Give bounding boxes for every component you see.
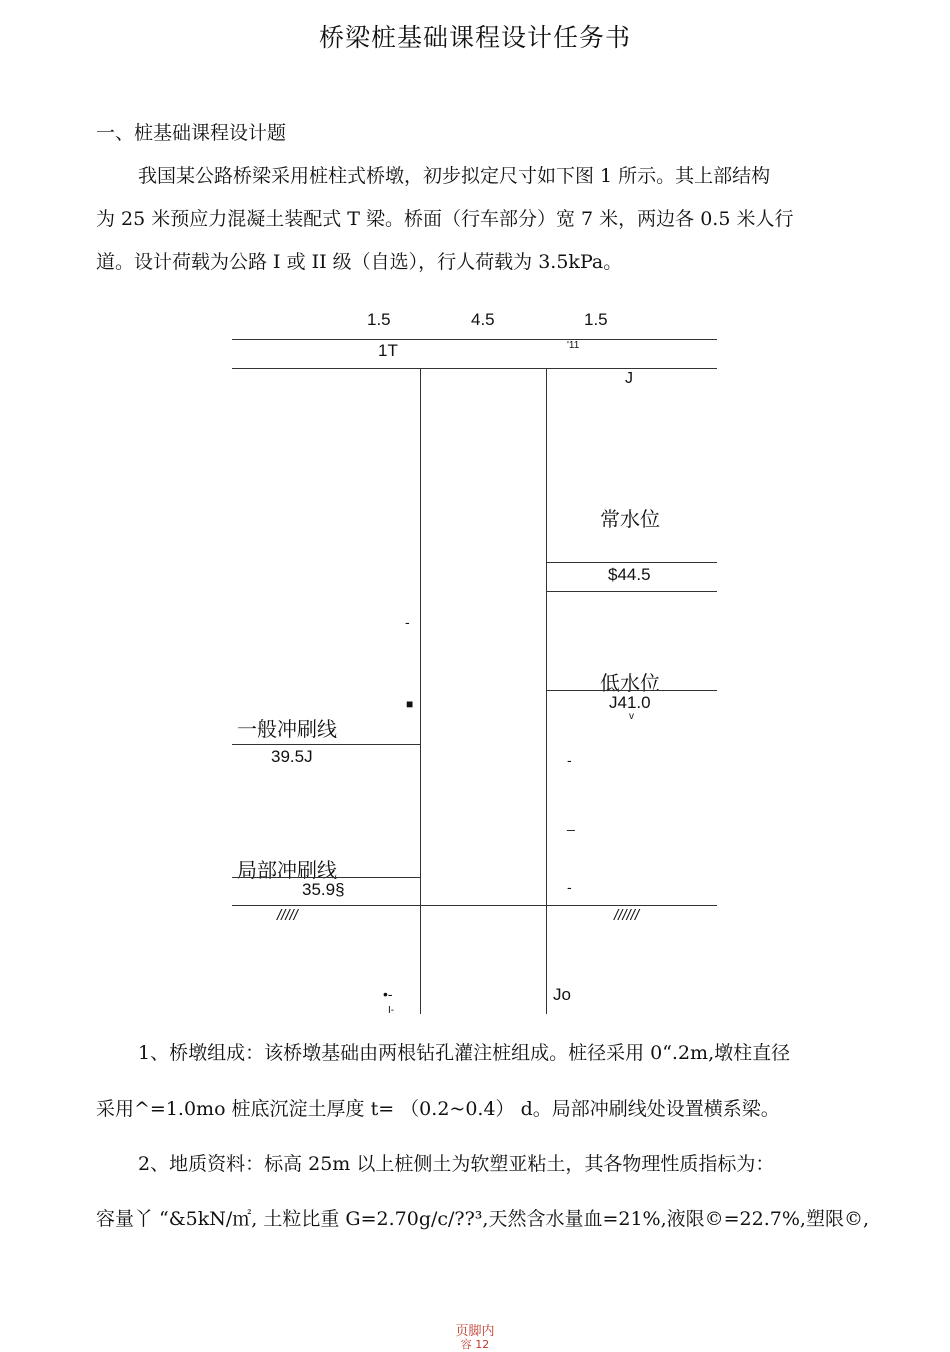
bottom-right-mark: Jo [553, 985, 571, 1004]
general-scour-line [232, 744, 420, 745]
low-water-value: J41.0 [609, 693, 651, 712]
page-footer: 页脚内 [455, 1324, 495, 1339]
item-line: 2、地质资料：标高 25m 以上桩侧土为软塑亚粘土，其各物理性质指标为： [138, 1153, 775, 1175]
general-scour-label: 一般冲刷线 [237, 717, 337, 741]
local-scour-value: 35.9§ [302, 880, 345, 899]
paragraph-line: 道。设计荷载为公路 I 或 II 级（自选），行人荷载为 3.5kPa。 [96, 251, 623, 273]
dimension-right: 1.5 [584, 310, 608, 329]
section-heading: 一、桩基础课程设计题 [96, 122, 287, 144]
hook-mark: J [625, 370, 633, 387]
bottom-left-mark: •- [383, 986, 393, 1002]
top-mark-left: 1T [378, 341, 398, 360]
normal-water-line-top [546, 562, 717, 563]
page-footer-2: 容 12 [460, 1338, 490, 1351]
square-mark: ■ [406, 697, 414, 711]
low-water-label: 低水位 [600, 671, 660, 695]
dash-mark: - [567, 752, 572, 768]
top-mark-right: '11 [567, 340, 580, 351]
dimension-left: 1.5 [367, 310, 391, 329]
ground-hatch-right: ////// [614, 907, 640, 924]
pier-column-left-edge [420, 368, 421, 1014]
low-water-sub: v [629, 711, 634, 722]
item-line: 采用^=1.0mo 桩底沉淀土厚度 t= （0.2~0.4） d。局部冲刷线处设置横系梁。 [96, 1098, 780, 1120]
low-water-line [546, 690, 717, 691]
normal-water-line-bottom [546, 591, 717, 592]
document-title: 桥梁桩基础课程设计任务书 [318, 23, 631, 52]
paragraph-line: 为 25 米预应力混凝土装配式 T 梁。桥面（行车部分）宽 7 米，两边各 0.5 米人行 [96, 208, 794, 230]
item-line: 容量丫 “&5kN/㎡, 土粒比重 G=2.70g/c/??³,天然含水量血=21%,液限©=22.7%,塑限©, [96, 1208, 869, 1230]
normal-water-value: $44.5 [608, 565, 651, 584]
item-line: 1、桥墩组成：该桥墩基础由两根钻孔灌注桩组成。桩径采用 0“.2m,墩柱直径 [138, 1042, 791, 1064]
dimension-middle: 4.5 [471, 310, 495, 329]
pier-column-right-edge [546, 368, 547, 1014]
normal-water-label: 常水位 [600, 507, 660, 531]
ground-hatch-left: ///// [277, 907, 298, 924]
cap-top-line [232, 339, 717, 340]
general-scour-value: 39.5J [271, 747, 313, 766]
dash-mark: _ [567, 815, 575, 831]
local-scour-line [232, 877, 420, 878]
cap-bottom-line [232, 368, 717, 369]
dash-mark: - [405, 614, 410, 630]
ground-line [232, 905, 717, 906]
local-scour-label: 局部冲刷线 [237, 858, 337, 882]
bottom-left-mark-2: I- [388, 1005, 395, 1014]
paragraph-line: 我国某公路桥梁采用桩柱式桥墩，初步拟定尺寸如下图 1 所示。其上部结构 [138, 165, 771, 187]
dash-mark: - [567, 879, 572, 895]
